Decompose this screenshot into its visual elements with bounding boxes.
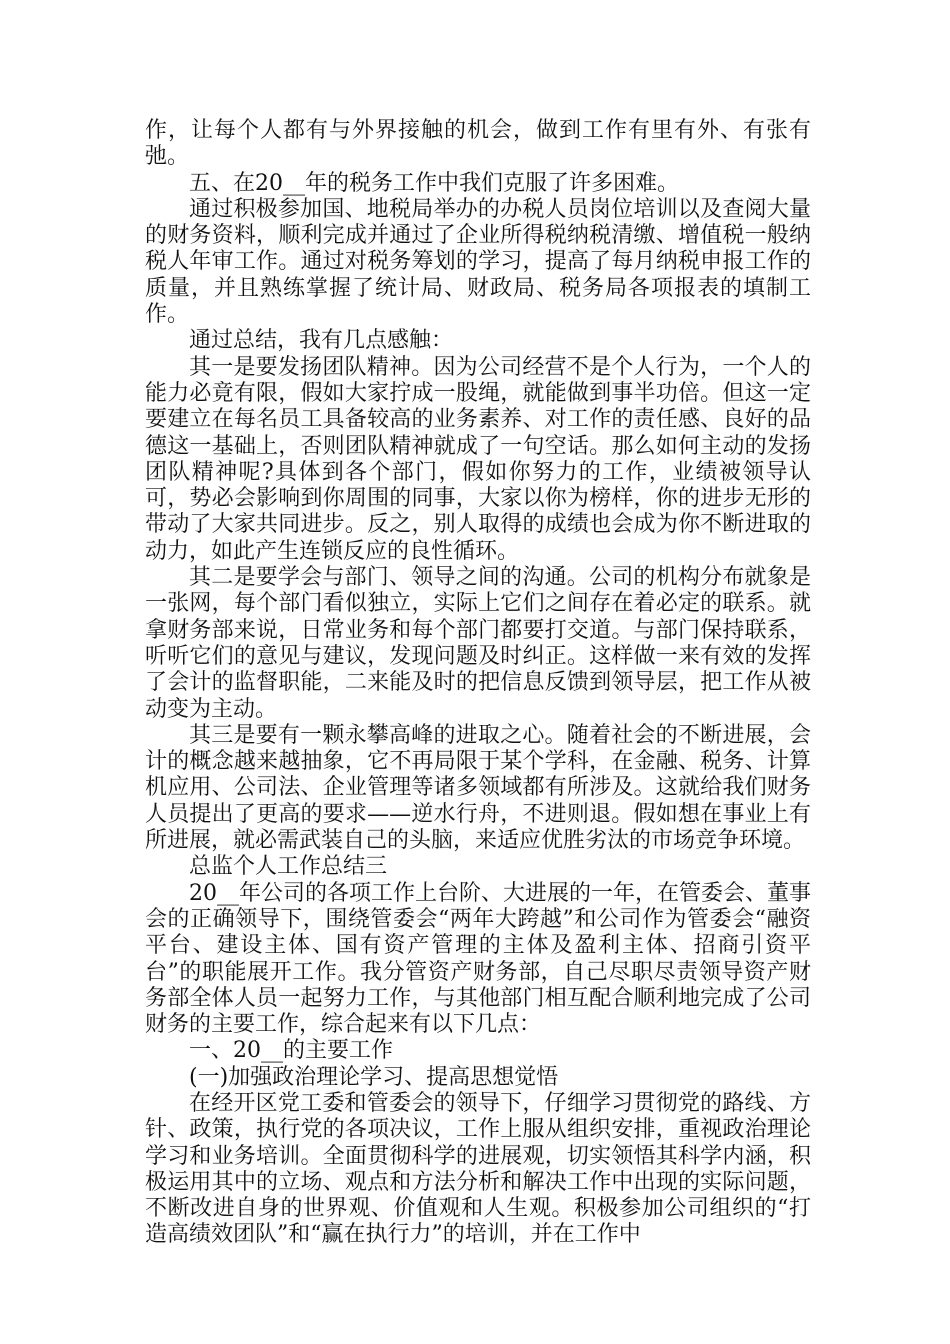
paragraph-ambition: 其三是要有一颗永攀高峰的进取之心。随着社会的不断进展，会计的概念越来越抽象，它不再局限于某个学科，在金融、税务、计算机应用、公司法、企业管理等诸多领域都有所涉及。这就给我们财务人员提出了更高的要求——逆水行舟，不进则退。假如想在事业上有所进展，就必需武装自己的头脑，来适应优胜劣汰的市场竞争环境。 <box>145 722 811 854</box>
paragraph-team-spirit: 其一是要发扬团队精神。因为公司经营不是个人行为，一个人的能力必竟有限，假如大家拧成一股绳，就能做到事半功倍。但这一定要建立在每名员工具备较高的业务素养、对工作的责任感、良好的品德这一基础上，否则团队精神就成了一句空话。那么如何主动的发扬团队精神呢?具体到各个部门，假如你努力的工作，业绩被领导认可，势必会影响到你周围的同事，大家以你为榜样，你的进步无形的带动了大家共同进步。反之，别人取得的成绩也会成为你不断进取的动力，如此产生连锁反应的良性循环。 <box>145 354 811 564</box>
document-page <box>145 118 811 1249</box>
paragraph-communication: 其二是要学会与部门、领导之间的沟通。公司的机构分布就象是一张网，每个部门看似独立，实际上它们之间存在着必定的联系。就拿财务部来说，日常业务和每个部门都要打交道。与部门保持联系，听听它们的意见与建议，发现问题及时纠正。这样做一来有效的发挥了会计的监督职能，二来能及时的把信息反馈到领导层，把工作从被动变为主动。 <box>145 565 811 722</box>
section-heading-main-work: 一、20__的主要工作 <box>189 1038 393 1064</box>
paragraph-tax-training: 通过积极参加国、地税局举办的办税人员岗位培训以及查阅大量的财务资料，顺利完成并通过了企业所得税纳税清缴、增值税一般纳税人年审工作。通过对税务筹划的学习，提高了每月纳税申报工作的质量，并且熟练掌握了统计局、财政局、税务局各项报表的填制工作。 <box>145 196 811 328</box>
paragraph-annual-overview: 20__年公司的各项工作上台阶、大进展的一年，在管委会、董事会的正确领导下，围绕管委会“两年大跨越”和公司作为管委会“融资平台、建设主体、国有资产管理的主体及盈利主体、招商引资平台”的职能展开工作。我分管资产财务部，自己尽职尽责领导资产财务部全体人员一起努力工作，与其他部门相互配合顺利地完成了公司财务的主要工作，综合起来有以下几点： <box>145 880 811 1038</box>
paragraph-continuation: 作，让每个人都有与外界接触的机会，做到工作有里有外、有张有弛。 <box>145 118 811 170</box>
subsection-heading-political-study: (一)加强政治理论学习、提高思想觉悟 <box>189 1064 559 1090</box>
paragraph-reflections-intro: 通过总结，我有几点感触： <box>189 328 454 354</box>
section-heading-tax-work: 五、在20__年的税务工作中我们克服了许多困难。 <box>189 170 679 196</box>
section-heading-summary-three: 总监个人工作总结三 <box>189 854 388 880</box>
paragraph-political-study: 在经开区党工委和管委会的领导下，仔细学习贯彻党的路线、方针、政策，执行党的各项决议，工作上服从组织安排，重视政治理论学习和业务培训。全面贯彻科学的进展观，切实领悟其科学内涵，积极运用其中的立场、观点和方法分析和解决工作中出现的实际问题，不断改进自身的世界观、价值观和人生观。积极参加公司组织的“打造高绩效团队”和“赢在执行力”的培训，并在工作中 <box>145 1090 811 1248</box>
